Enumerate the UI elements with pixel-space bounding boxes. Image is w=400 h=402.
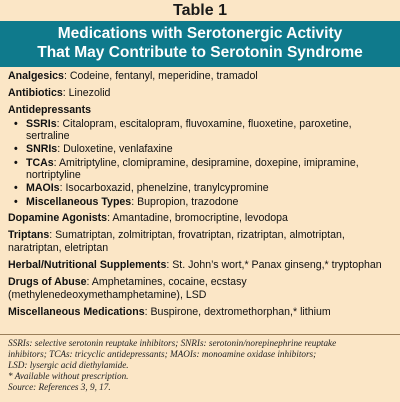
category-label: Dopamine Agonists	[8, 212, 108, 225]
antidepressant-subtypes	[8, 118, 392, 209]
footnote-source: Source: References 3, 9, 17.	[8, 382, 111, 392]
subtype-items: Isocarboxazid, phenelzine, tranylcypromine	[65, 182, 269, 195]
table-footnotes	[0, 334, 400, 402]
subtype-label: Miscellaneous Types	[26, 195, 132, 208]
subtype-label: SSRIs	[26, 117, 57, 130]
category-analgesics: Analgesics: Codeine, fentanyl, meperidine, tramadol	[8, 70, 258, 82]
table-title-line-1: Medications with Serotonergic Activity	[57, 25, 343, 42]
category-herbal-supplements: Herbal/Nutritional Supplements: St. John’s wort,* Panax ginseng,* tryptophan	[8, 259, 382, 272]
category-drugs-of-abuse: Drugs of Abuse: Amphetamines, cocaine, ecstasy (methylenedeoxymethamphetamine), LSD	[8, 276, 247, 301]
category-antidepressants	[8, 104, 392, 208]
subtype-maois: • MAOIs: Isocarboxazid, phenelzine, tranylcypromine	[14, 182, 269, 195]
table-body	[0, 67, 400, 318]
category-items: Linezolid	[68, 86, 111, 99]
table-title-line-2: That May Contribute to Serotonin Syndrome	[37, 44, 363, 61]
category-triptans: Triptans: Sumatriptan, zolmitriptan, frovatriptan, rizatriptan, almotriptan, naratriptan, eletriptan	[8, 229, 345, 255]
footnote-line: inhibitors; TCAs: tricyclic antidepressants; MAOIs: monoamine oxidase inhibitors;	[8, 349, 317, 359]
subtype-tcas: • TCAs: Amitriptyline, clomipramine, desipramine, doxepine, imipramine, nortriptyline	[14, 156, 359, 182]
subtype-items: Amitriptyline, clomipramine, desipramine, doxepine, imipramine, nortriptyline	[26, 156, 359, 182]
bullet-icon: •	[14, 195, 18, 208]
category-items: Amantadine, bromocriptine, levodopa	[112, 212, 288, 225]
category-label: Antibiotics	[8, 86, 63, 99]
category-label: Analgesics	[8, 70, 64, 82]
category-label: Triptans	[8, 229, 50, 242]
subtype-items: Duloxetine, venlafaxine	[63, 143, 173, 156]
category-label: Drugs of Abuse	[8, 276, 87, 289]
category-items: Codeine, fentanyl, meperidine, tramadol	[69, 70, 258, 82]
subtype-label: MAOIs	[26, 182, 60, 195]
table-label: Table 1	[0, 0, 400, 21]
category-miscellaneous-medications: Miscellaneous Medications: Buspirone, dextromethorphan,* lithium	[8, 305, 331, 318]
category-items: Buspirone, dextromethorphan,* lithium	[150, 305, 331, 318]
bullet-icon: •	[14, 156, 18, 169]
footnote-available-without-prescription: * Available without prescription.	[8, 371, 129, 381]
category-items: St. John’s wort,* Panax ginseng,* tryptophan	[172, 259, 382, 272]
footnote-line: LSD: lysergic acid diethylamide.	[8, 360, 129, 370]
bullet-icon: •	[14, 117, 18, 130]
footnote-line: SSRIs: selective serotonin reuptake inhibitors; SNRIs: serotonin/norepinephrine reuptake	[8, 338, 337, 348]
bullet-icon: •	[14, 182, 18, 195]
subtype-items: Bupropion, trazodone	[137, 195, 239, 208]
category-antibiotics: Antibiotics: Linezolid	[8, 86, 111, 99]
bullet-icon: •	[14, 143, 18, 156]
subtype-items: Citalopram, escitalopram, fluvoxamine, fluoxetine, paroxetine, sertraline	[26, 117, 352, 143]
category-items: Amphetamines, cocaine, ecstasy (methylenedeoxymethamphetamine), LSD	[8, 276, 247, 301]
category-dopamine-agonists: Dopamine Agonists: Amantadine, bromocriptine, levodopa	[8, 212, 288, 225]
category-label: Herbal/Nutritional Supplements	[8, 259, 167, 272]
category-items: Sumatriptan, zolmitriptan, frovatriptan, rizatriptan, almotriptan, naratriptan, eletriptan	[8, 229, 345, 255]
subtype-ssris: • SSRIs: Citalopram, escitalopram, fluvoxamine, fluoxetine, paroxetine, sertraline	[14, 117, 352, 143]
subtype-snris: • SNRIs: Duloxetine, venlafaxine	[14, 143, 173, 156]
subtype-label: TCAs	[26, 156, 54, 169]
table-title	[0, 21, 400, 67]
subtype-label: SNRIs	[26, 143, 58, 156]
category-label: Antidepressants	[8, 103, 92, 116]
subtype-miscellaneous: • Miscellaneous Types: Bupropion, trazodone	[14, 195, 239, 208]
category-label: Miscellaneous Medications	[8, 305, 145, 318]
